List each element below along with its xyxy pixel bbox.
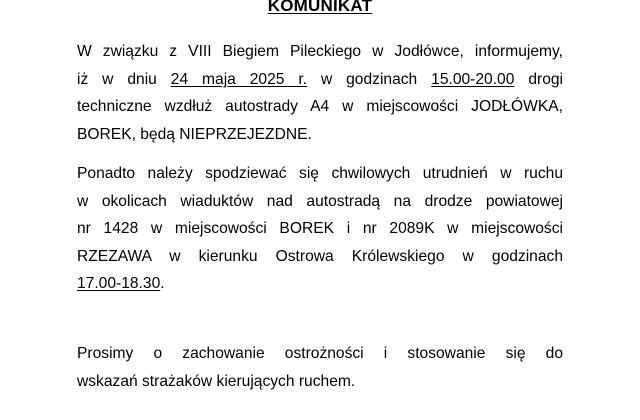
paragraph-line: w okolicach wiaduktów nad autostradą na drodze powiatowej: [77, 192, 563, 210]
difficulty-hours: 17.00-18.30: [77, 275, 161, 292]
paragraph-line: [77, 66, 563, 94]
document-title: KOMUNIKAT: [267, 0, 373, 15]
text-fragment: drogi: [514, 70, 563, 88]
event-date: 24 maja 2025 r.: [170, 70, 308, 88]
paragraph-line: W związku z VIII Biegiem Pileckiego w Jodłówce, informujemy,: [77, 43, 563, 60]
paragraph-line: wskazań strażaków kierujących ruchem.: [77, 372, 356, 390]
paragraph-caution-request: [77, 340, 563, 395]
paragraph-line: RZEZAWA w kierunku Ostrowa Królewskiego w godzinach: [77, 247, 563, 265]
paragraph-line: Ponadto należy spodziewać się chwilowych utrudnień w ruchu: [77, 165, 563, 182]
paragraph-line: BOREK, będą NIEPRZEJEZDNE.: [77, 125, 312, 143]
text-fragment: iż w dniu: [77, 70, 171, 88]
paragraph-line: nr 1428 w miejscowości BOREK i nr 2089K w miejscowości: [77, 220, 563, 237]
paragraph-traffic-difficulties: [77, 160, 563, 298]
text-fragment: w godzinach: [307, 70, 432, 88]
paragraph-line: techniczne wzdłuż autostrady A4 w miejscowości JODŁÓWKA,: [77, 98, 563, 115]
text-fragment: .: [160, 275, 165, 292]
paragraph-line: [77, 270, 563, 298]
paragraph-line: Prosimy o zachowanie ostrożności i stosowanie się do: [77, 345, 563, 362]
closure-hours: 15.00-20.00: [431, 70, 515, 88]
paragraph-road-closure: [77, 38, 563, 148]
